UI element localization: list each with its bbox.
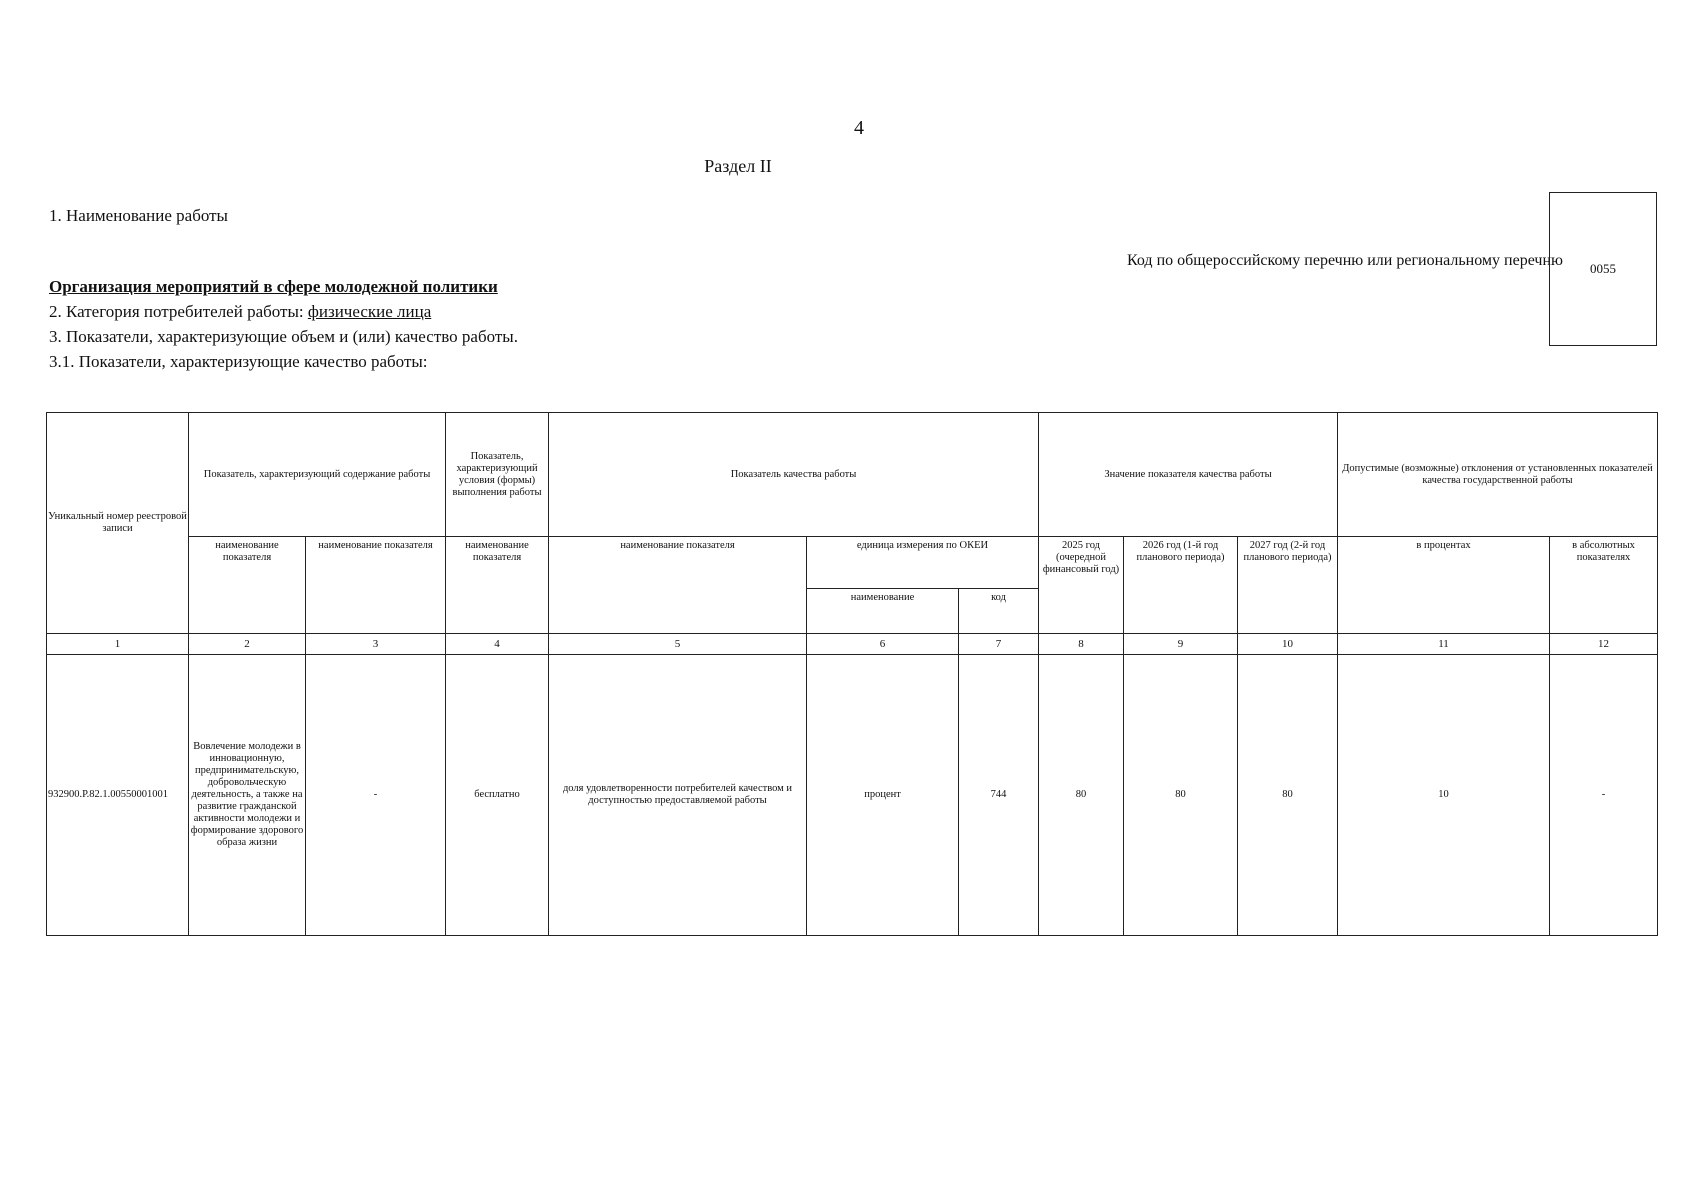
code-value: 0055: [1590, 261, 1616, 276]
cell-unit-code: 744: [959, 655, 1039, 936]
section-title: Раздел II: [704, 156, 772, 176]
header-indicator-name-1: наименование показателя: [189, 537, 306, 634]
header-absolute: в абсолютных показателях: [1550, 537, 1658, 634]
cell-quality-name: доля удовлетворенности потребителей качеством и доступностью предоставляемой работы: [549, 655, 807, 936]
consumer-category: [49, 302, 431, 322]
column-number: 10: [1238, 634, 1338, 655]
cell-value-2025: 80: [1039, 655, 1124, 936]
header-okei-name: наименование: [807, 589, 959, 634]
work-name: Организация мероприятий в сфере молодежной политики: [49, 277, 498, 296]
column-number: 2: [189, 634, 306, 655]
work-name-heading: 1. Наименование работы: [49, 206, 228, 225]
quality-heading: 3.1. Показатели, характеризующие качество работы:: [49, 352, 428, 371]
cell-condition-value: бесплатно: [446, 655, 549, 936]
header-quality-value: Значение показателя качества работы: [1039, 413, 1338, 537]
header-content-indicator: Показатель, характеризующий содержание работы: [189, 413, 446, 537]
page-number: 4: [854, 117, 864, 139]
cell-value-2027: 80: [1238, 655, 1338, 936]
header-quality-indicator: Показатель качества работы: [549, 413, 1039, 537]
header-condition-indicator: Показатель, характеризующий условия (формы) выполнения работы: [446, 413, 549, 537]
column-number: 5: [549, 634, 807, 655]
cell-registry-number: 932900.Р.82.1.00550001001: [47, 655, 189, 936]
header-year-2025: 2025 год (очередной финансовый год): [1039, 537, 1124, 634]
column-number: 11: [1338, 634, 1550, 655]
column-number: 8: [1039, 634, 1124, 655]
header-deviations: Допустимые (возможные) отклонения от установленных показателей качества государственной работы: [1338, 413, 1658, 537]
cell-deviation-absolute: -: [1550, 655, 1658, 936]
column-number: 6: [807, 634, 959, 655]
header-okei-unit: единица измерения по ОКЕИ: [807, 537, 1039, 589]
cell-unit-name: процент: [807, 655, 959, 936]
column-number: 9: [1124, 634, 1238, 655]
header-indicator-name-4: наименование показателя: [549, 537, 807, 634]
cell-value-2026: 80: [1124, 655, 1238, 936]
column-number: 1: [47, 634, 189, 655]
cell-content-value-2: -: [306, 655, 446, 936]
quality-indicators-table: [46, 412, 1658, 936]
column-number-row: [47, 634, 1658, 655]
code-box: [1549, 192, 1657, 346]
consumer-category-value: физические лица: [307, 302, 432, 321]
cell-content-value: Вовлечение молодежи в инновационную, предпринимательскую, добровольческую деятельность, а также на развитие гражданской активности молодежи и формирование здорового образа жизни: [189, 655, 306, 936]
indicators-heading: 3. Показатели, характеризующие объем и (или) качество работы.: [49, 327, 518, 346]
column-number: 4: [446, 634, 549, 655]
consumer-category-label: 2. Категория потребителей работы:: [49, 302, 304, 321]
column-number: 3: [306, 634, 446, 655]
header-okei-code: код: [959, 589, 1039, 634]
header-unique-number: Уникальный номер реестровой записи: [47, 413, 189, 634]
code-label: Код по общероссийскому перечню или региональному перечню: [1127, 252, 1563, 269]
header-year-2026: 2026 год (1-й год планового периода): [1124, 537, 1238, 634]
cell-deviation-percent: 10: [1338, 655, 1550, 936]
header-indicator-name-3: наименование показателя: [446, 537, 549, 634]
header-year-2027: 2027 год (2-й год планового периода): [1238, 537, 1338, 634]
column-number: 12: [1550, 634, 1658, 655]
header-percent: в процентах: [1338, 537, 1550, 634]
header-indicator-name-2: наименование показателя: [306, 537, 446, 634]
table-row: [47, 655, 1658, 936]
column-number: 7: [959, 634, 1039, 655]
